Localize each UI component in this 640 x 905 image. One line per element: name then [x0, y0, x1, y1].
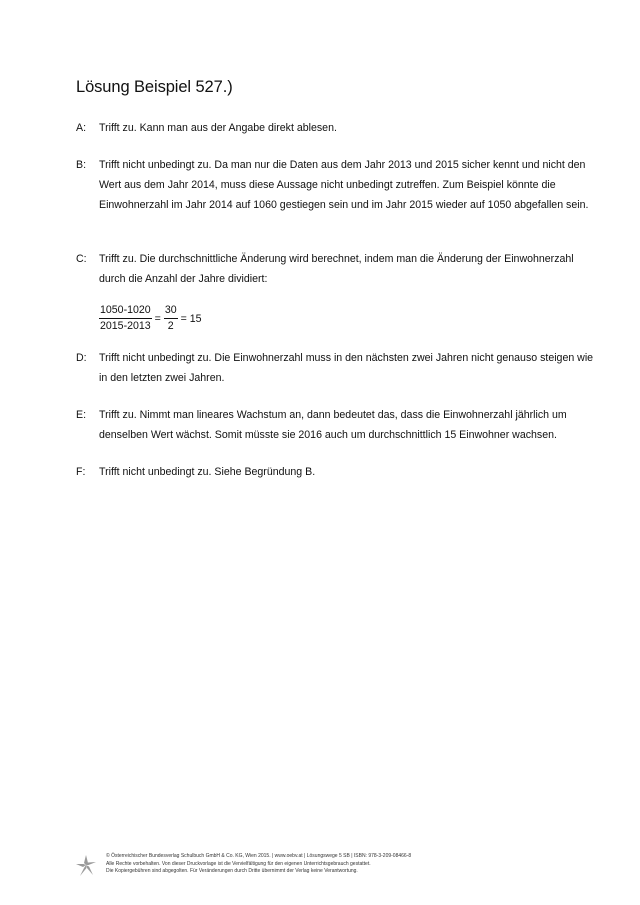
item-text: Trifft zu. Die durchschnittliche Änderung wird berechnet, indem man die Änderung der Einwohnerzahl durch die Anzahl der Jahre dividiert:	[99, 253, 574, 285]
item-letter: B:	[76, 159, 87, 171]
solution-item-a	[76, 118, 596, 138]
solution-item-d	[76, 348, 596, 388]
fraction-denominator: 2015-2013	[100, 320, 151, 332]
fraction-numerator: 30	[164, 304, 178, 319]
average-change-formula	[99, 304, 202, 333]
item-letter: A:	[76, 122, 87, 134]
footer-copyright	[106, 853, 411, 876]
item-letter: E:	[76, 409, 87, 421]
fraction-numerator: 1050-1020	[99, 304, 152, 319]
item-text: Trifft nicht unbedingt zu. Die Einwohnerzahl muss in den nächsten zwei Jahren nicht genauso steigen wie in den letzten zwei Jahren.	[99, 352, 594, 384]
solution-item-f	[76, 462, 596, 482]
equals-sign: =	[154, 312, 161, 325]
oebv-star-logo-icon	[76, 855, 96, 877]
fraction-simplified	[164, 304, 178, 333]
item-text: Trifft nicht unbedingt zu. Siehe Begründung B.	[99, 466, 316, 478]
item-letter: C:	[76, 253, 87, 265]
page-footer	[76, 853, 576, 883]
item-letter: D:	[76, 352, 87, 364]
item-text: Trifft zu. Kann man aus der Angabe direkt ablesen.	[99, 122, 337, 134]
footer-line: Die Kopiergebühren sind abgegolten. Für Veränderungen durch Dritte übernimmt der Verlag keine Verantwortung.	[106, 868, 358, 874]
item-text: Trifft zu. Nimmt man lineares Wachstum an, dann bedeutet das, dass die Einwohnerzahl jährlich um denselben Wert wächst. Somit müsste sie 2016 auch um durchschnittlich 15 Einwohner wachsen.	[99, 409, 567, 441]
footer-line: © Österreichischer Bundesverlag Schulbuch GmbH & Co. KG, Wien 2015. | www.oebv.at | Lösungswege 5 SB | ISBN: 978-3-209-08466-8	[106, 853, 412, 859]
footer-line: Alle Rechte vorbehalten. Von dieser Druckvorlage ist die Vervielfältigung für den eigenen Unterrichtsgebrauch gestattet.	[106, 860, 371, 867]
formula-result: = 15	[180, 312, 202, 325]
page-title: Lösung Beispiel 527.)	[76, 78, 233, 96]
item-letter: F:	[76, 466, 86, 478]
solution-item-b	[76, 155, 596, 215]
solution-item-e	[76, 405, 596, 445]
fraction-difference	[99, 304, 152, 333]
solution-item-c	[76, 249, 596, 289]
fraction-denominator: 2	[167, 320, 174, 332]
item-text: Trifft nicht unbedingt zu. Da man nur die Daten aus dem Jahr 2013 und 2015 sicher kennt und nicht den Wert aus dem Jahr 2014, muss diese Aussage nicht unbedingt zutreffen. Zum Beispiel könnte die Einwohnerzahl im Jahr 2014 auf 1060 gestiegen sein und im Jahr 2015 wieder auf 1050 abgefallen sein.	[99, 159, 589, 211]
